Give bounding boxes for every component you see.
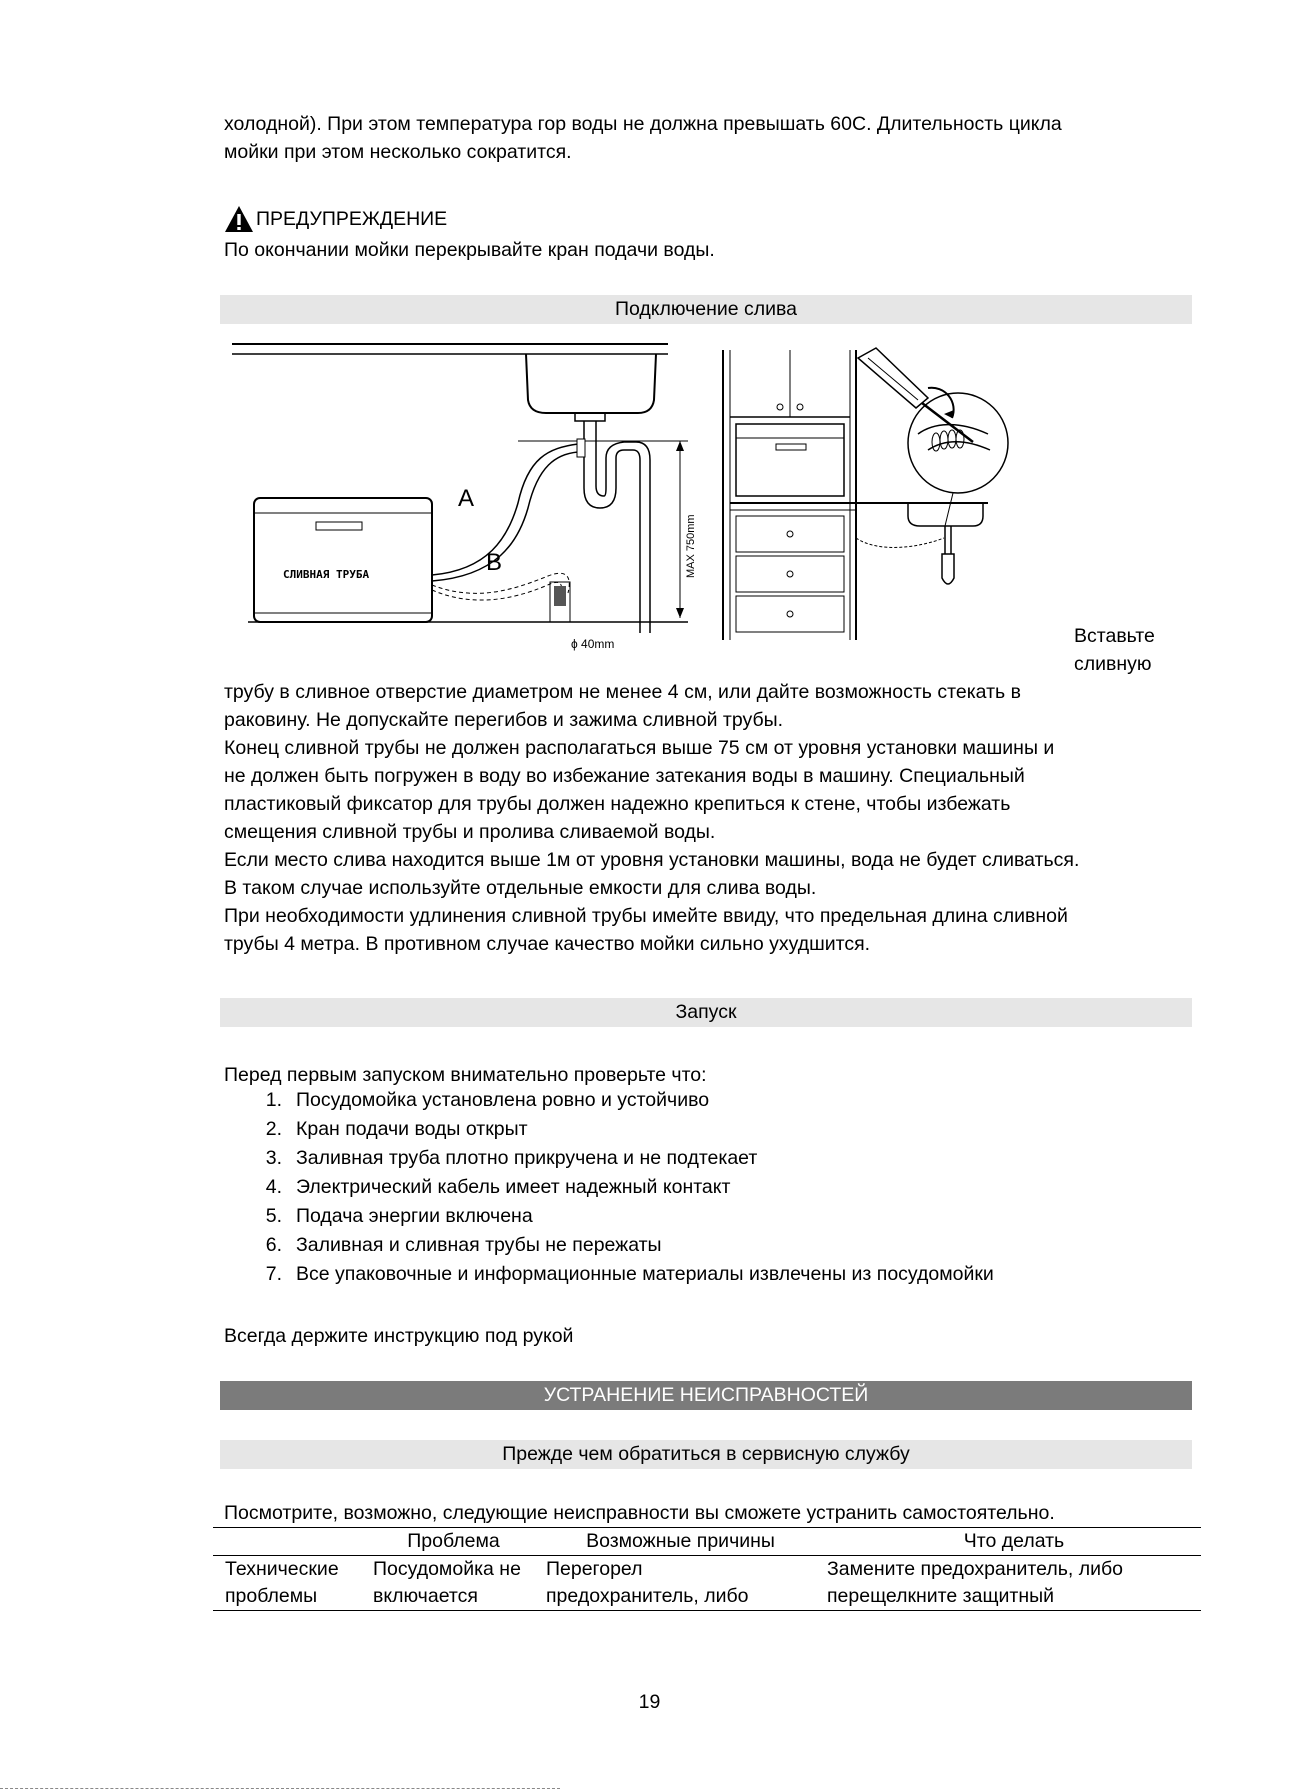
troubleshooting-table [213,1527,1201,1611]
list-item [224,1086,1184,1115]
table-cell-action [815,1556,1201,1611]
table-header-row [213,1528,1201,1556]
startup-checklist [224,1086,1184,1289]
warning-heading [224,205,447,233]
drain-line: смещения сливной трубы и пролива сливаемой воды. [224,821,716,843]
cell-line: Перегорел [546,1558,643,1580]
cell-line: включается [373,1585,478,1607]
drain-side-text-1: Вставьте [1074,625,1155,647]
list-item [224,1173,1184,1202]
table-cell-problem [361,1556,534,1611]
startup-intro: Перед первым запуском внимательно проверьте что: [224,1064,707,1086]
column-header: Возможные причины [586,1530,775,1552]
cell-line: Замените предохранитель, либо [827,1558,1124,1580]
cell-line: Технические [225,1558,339,1580]
drain-line: Если место слива находится выше 1м от уровня установки машины, вода не будет сливаться. [224,849,1080,871]
list-item [224,1260,1184,1289]
warning-title: ПРЕДУПРЕЖДЕНИЕ [256,208,448,230]
diameter-label: ϕ 40mm [571,637,615,651]
label-b: B [486,549,503,576]
table-cell-category [213,1556,361,1611]
list-text: Электрический кабель имеет надежный контакт [296,1176,731,1198]
list-item [224,1144,1184,1173]
list-text: Посудомойка установлена ровно и устойчиво [296,1089,710,1111]
page-number: 19 [638,1691,661,1713]
warning-text: По окончании мойки перекрывайте кран подачи воды. [224,239,715,261]
column-header [213,1528,361,1556]
label-a: A [458,485,475,512]
drain-paragraph [224,678,1194,958]
section-subheader-service: Прежде чем обратиться в сервисную службу [220,1440,1192,1469]
drain-line: При необходимости удлинения сливной трубы имейте ввиду, что предельная длина сливной [224,905,1068,927]
list-text: Заливная труба плотно прикручена и не подтекает [296,1147,758,1169]
list-number: 5. [265,1205,282,1227]
table-cell-cause [534,1556,815,1611]
section-header-startup: Запуск [220,998,1192,1027]
drain-side-text-2: сливную [1074,653,1152,675]
drain-line: трубы 4 метра. В противном случае качество мойки сильно ухудшится. [224,933,871,955]
cell-line: проблемы [225,1585,318,1607]
drain-diagram [228,338,1273,658]
list-number: 4. [265,1176,282,1198]
startup-note: Всегда держите инструкцию под рукой [224,1325,574,1347]
table-row [213,1556,1201,1611]
drain-line: Конец сливной трубы не должен располагаться выше 75 см от уровня установки машины и [224,737,1055,759]
list-item [224,1202,1184,1231]
cell-line: Посудомойка не [373,1558,521,1580]
list-text: Заливная и сливная трубы не пережаты [296,1234,662,1256]
column-header: Проблема [407,1530,500,1552]
list-item [224,1231,1184,1260]
intro-line: мойки при этом несколько сократится. [224,141,572,163]
list-number: 2. [265,1118,282,1140]
drain-line: В таком случае используйте отдельные емкости для слива воды. [224,877,817,899]
section-header-drain: Подключение слива [220,295,1192,324]
intro-line: холодной). При этом температура гор воды не должна превышать 60С. Длительность цикла [224,113,1062,135]
list-number: 1. [265,1089,282,1111]
warning-icon [224,205,254,233]
intro-paragraph [224,110,1194,166]
list-text: Подача энергии включена [296,1205,533,1227]
cell-line: перещелкните защитный [827,1585,1054,1607]
list-item [224,1115,1184,1144]
hose-label: СЛИВНАЯ ТРУБА [283,568,370,581]
list-number: 7. [265,1263,282,1285]
cell-line: предохранитель, либо [546,1585,749,1607]
footer-divider [0,1788,560,1789]
list-text: Кран подачи воды открыт [296,1118,528,1140]
troubleshooting-intro: Посмотрите, возможно, следующие неисправности вы сможете устранить самостоятельно. [224,1502,1055,1524]
height-label: MAX 750mm [685,514,697,578]
drain-line: не должен быть погружен в воду во избежание затекания воды в машину. Специальный [224,765,1025,787]
section-header-troubleshooting: УСТРАНЕНИЕ НЕИСПРАВНОСТЕЙ [220,1381,1192,1410]
drain-line: пластиковый фиксатор для трубы должен надежно крепиться к стене, чтобы избежать [224,793,1011,815]
list-number: 3. [265,1147,282,1169]
column-header: Что делать [963,1530,1065,1552]
list-text: Все упаковочные и информационные материалы извлечены из посудомойки [296,1263,994,1285]
drain-line: трубу в сливное отверстие диаметром не менее 4 см, или дайте возможность стекать в [224,681,1021,703]
list-number: 6. [265,1234,282,1256]
drain-line: раковину. Не допускайте перегибов и зажима сливной трубы. [224,709,784,731]
